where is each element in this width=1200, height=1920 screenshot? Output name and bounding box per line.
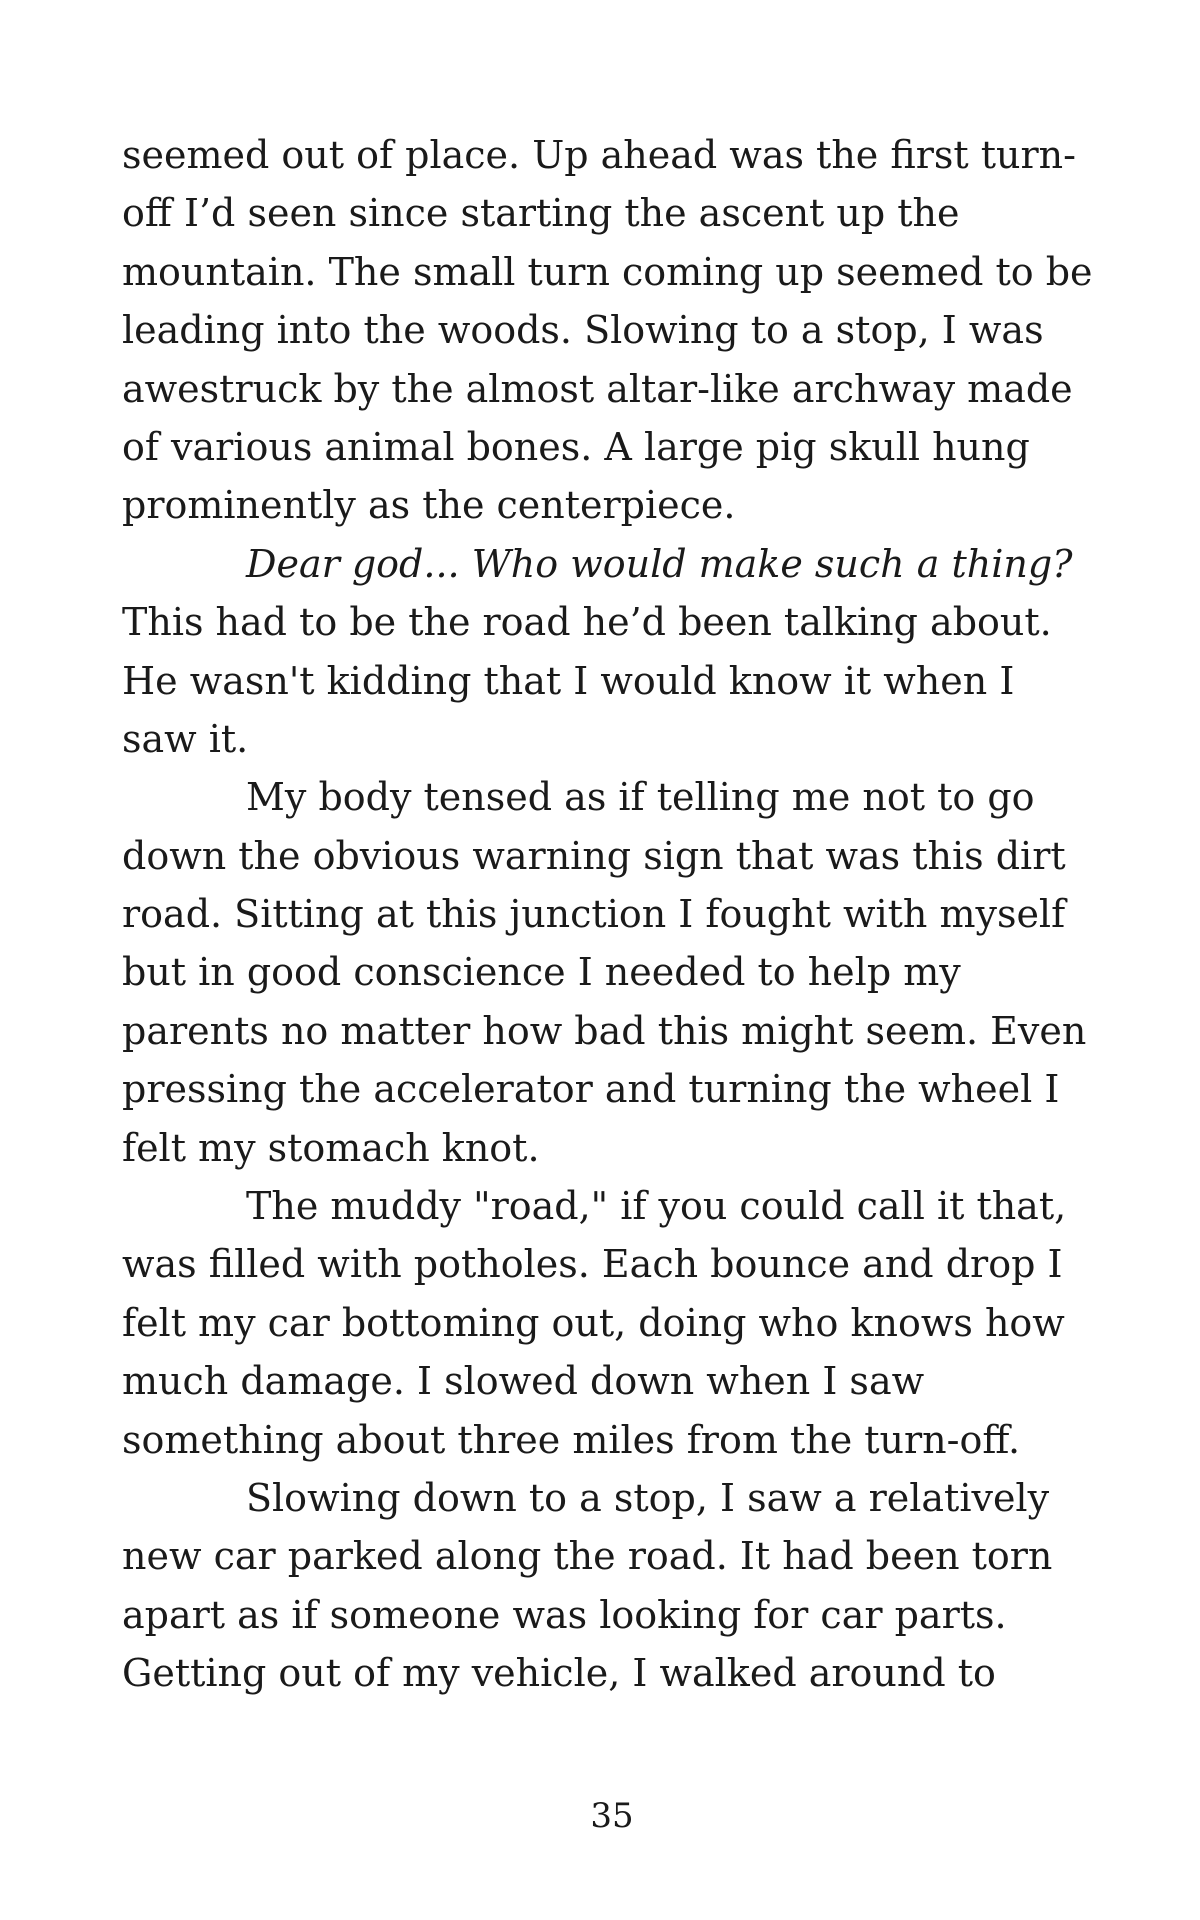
- text-line: down the obvious warning sign that was this dirt: [122, 833, 1066, 878]
- text-line: Getting out of my vehicle, I walked around to: [122, 1651, 996, 1696]
- page-body: [122, 126, 1102, 1703]
- text-line: road. Sitting at this junction I fought with myself: [122, 892, 1066, 937]
- page-number: 35: [590, 1796, 634, 1836]
- text-line: was filled with potholes. Each bounce and drop I: [122, 1242, 1063, 1287]
- text-line: mountain. The small turn coming up seemed to be: [122, 249, 1093, 294]
- text-line: awestruck by the almost altar-like archway made: [122, 366, 1073, 411]
- text-line: something about three miles from the turn-off.: [122, 1417, 1021, 1462]
- text-line: parents no matter how bad this might seem. Even: [122, 1008, 1087, 1053]
- paragraph-start-line: Slowing down to a stop, I saw a relatively: [246, 1475, 1050, 1520]
- text-line: leading into the woods. Slowing to a stop, I was: [122, 308, 1044, 353]
- text-line: of various animal bones. A large pig skull hung: [122, 424, 1030, 469]
- text-line: felt my car bottoming out, doing who knows how: [122, 1300, 1065, 1345]
- text-line: apart as if someone was looking for car parts.: [122, 1592, 1007, 1637]
- text-line: much damage. I slowed down when I saw: [122, 1359, 925, 1404]
- text-line: new car parked along the road. It had been torn: [122, 1534, 1053, 1579]
- text-line: This had to be the road he’d been talking about.: [122, 600, 1052, 645]
- paragraph-start-line: My body tensed as if telling me not to go: [246, 775, 1035, 820]
- italic-thought-line: Dear god... Who would make such a thing?: [246, 541, 1073, 586]
- text-line: off I’d seen since starting the ascent up the: [122, 191, 960, 236]
- text-line: seemed out of place. Up ahead was the first turn-: [122, 133, 1076, 177]
- text-line: but in good conscience I needed to help my: [122, 950, 961, 995]
- text-line: felt my stomach knot.: [122, 1125, 540, 1170]
- text-line: saw it.: [122, 716, 249, 761]
- paragraph-start-line: The muddy "road," if you could call it that,: [246, 1184, 1067, 1229]
- text-line: prominently as the centerpiece.: [122, 483, 736, 528]
- text-line: He wasn't kidding that I would know it when I: [122, 658, 1015, 703]
- text-line: pressing the accelerator and turning the wheel I: [122, 1067, 1060, 1112]
